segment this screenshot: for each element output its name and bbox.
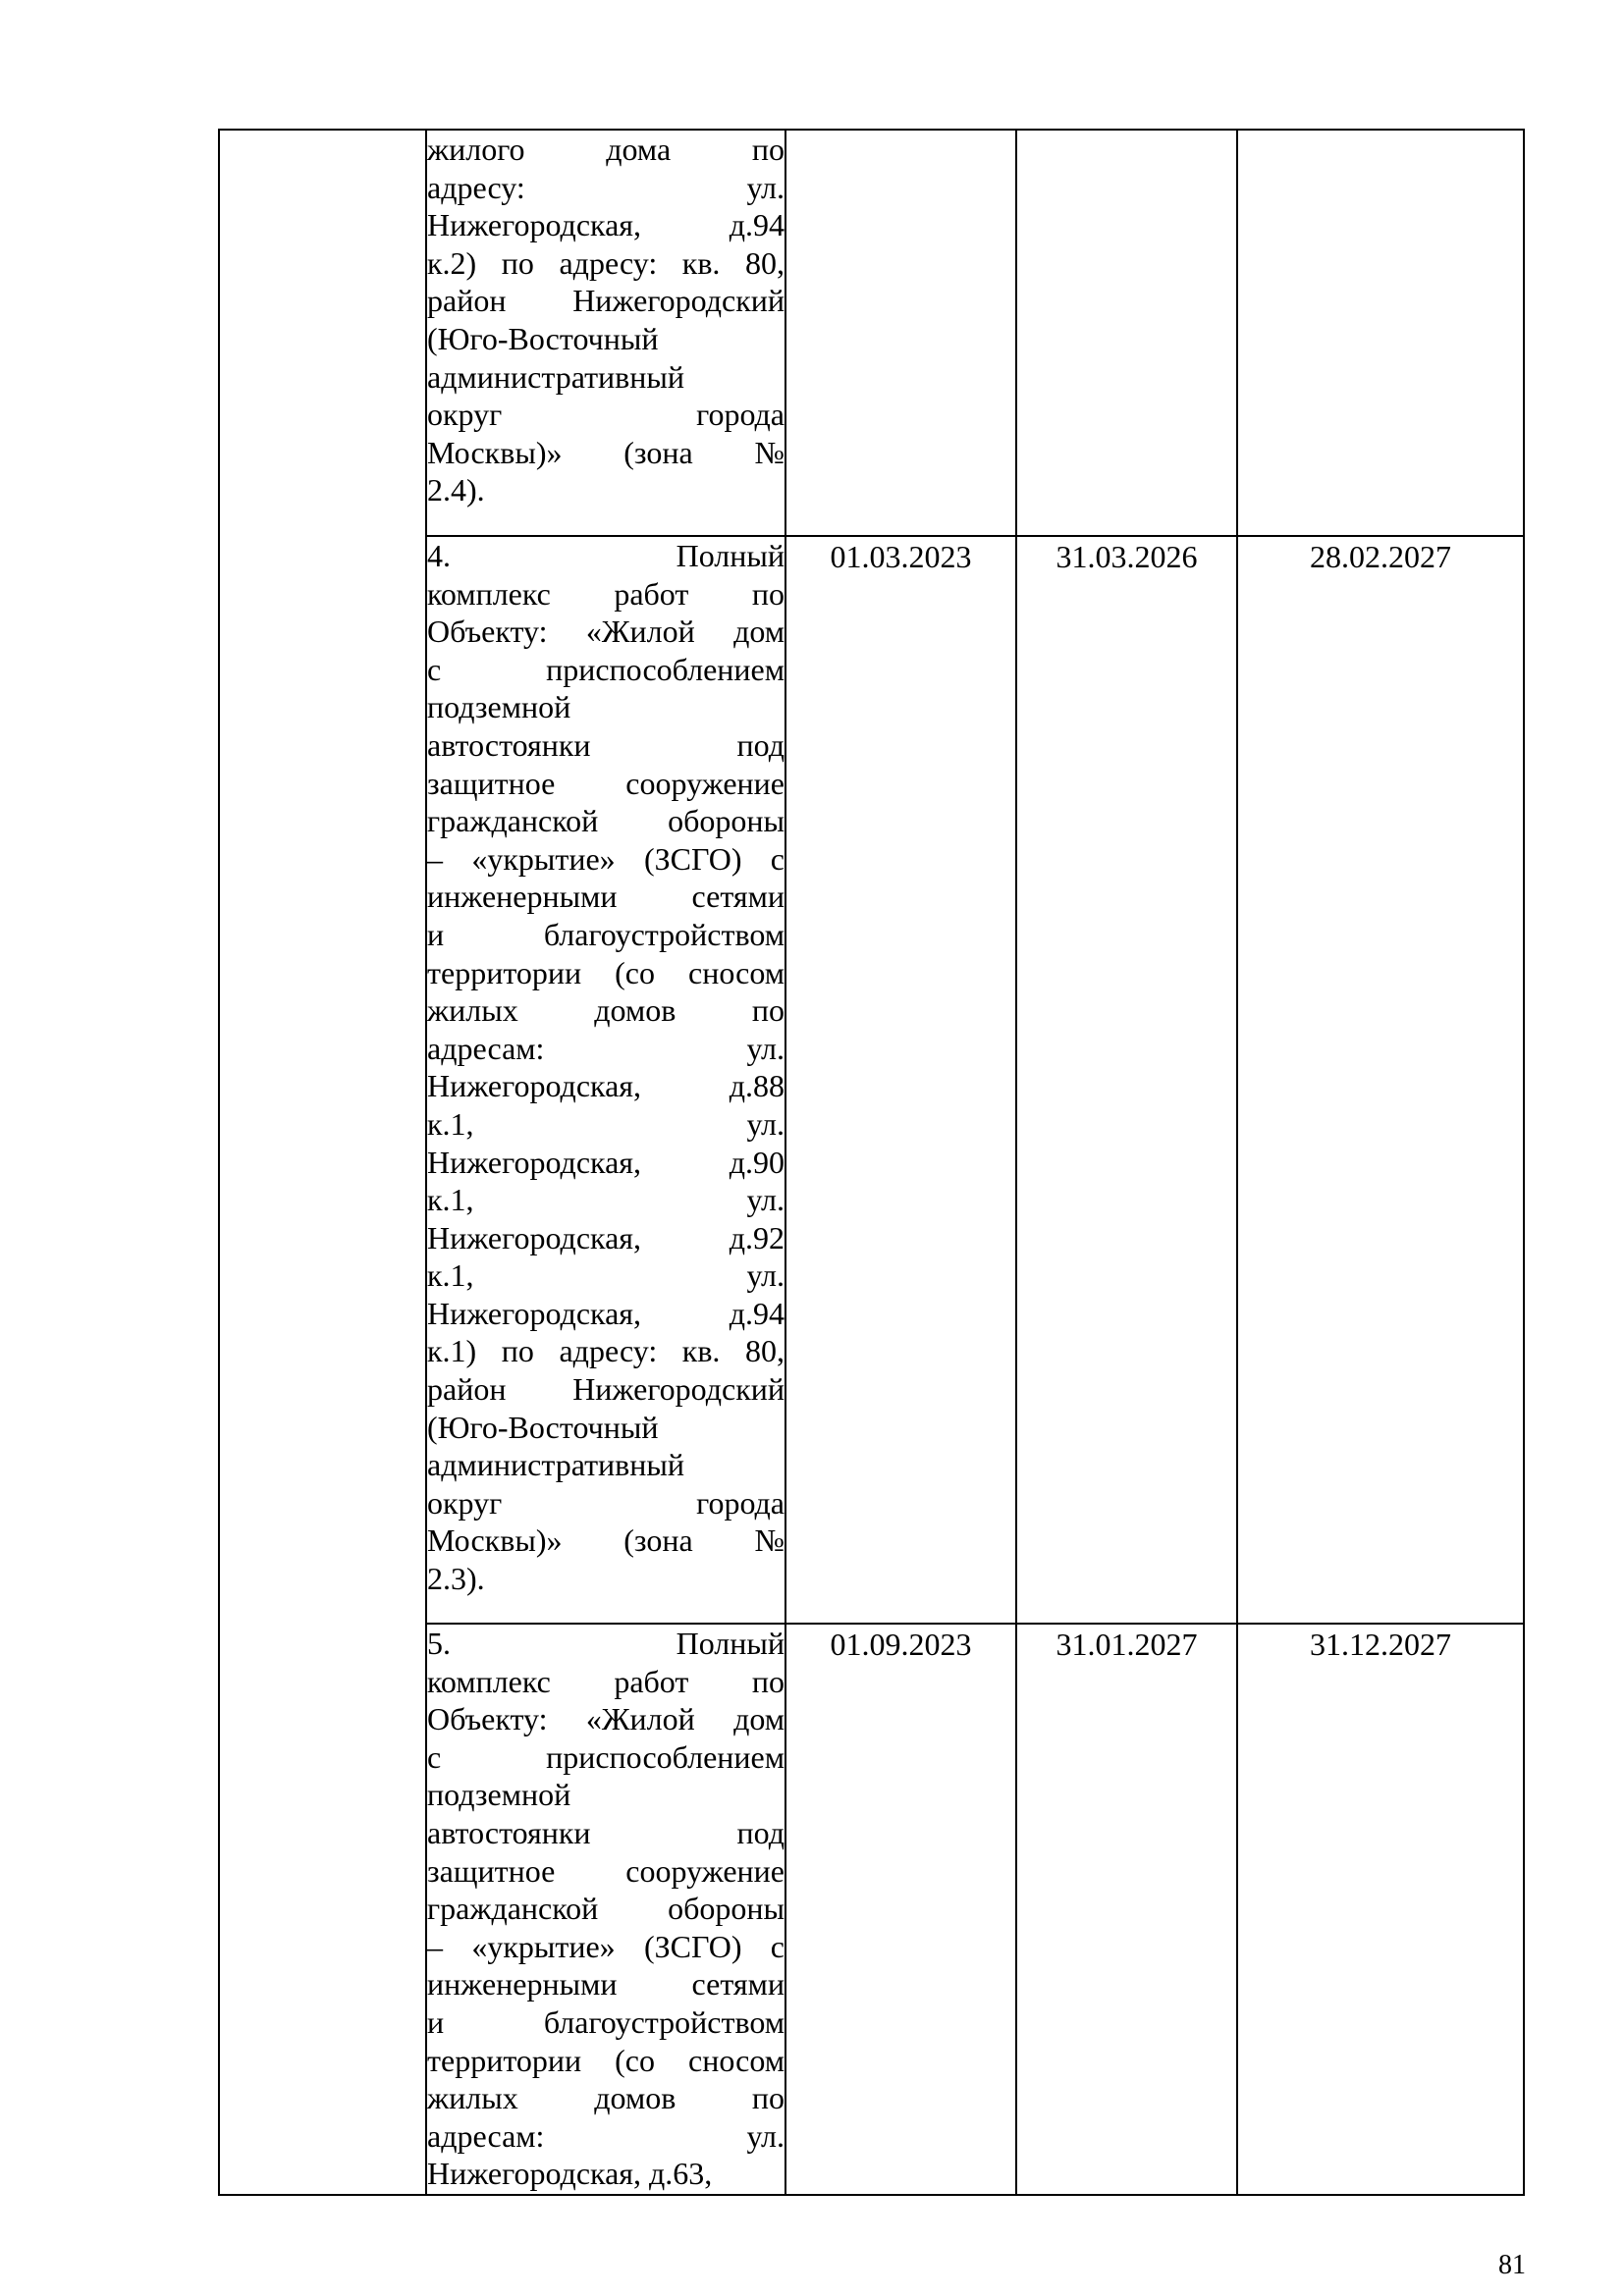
description-line: подземной bbox=[427, 689, 571, 725]
description-line: инженерными сетями bbox=[427, 879, 785, 915]
description-line: – «укрытие» (ЗСГО) с bbox=[427, 1928, 785, 1964]
description-line: к.1) по адресу: кв. 80, bbox=[427, 1333, 785, 1369]
description-line: комплекс работ по bbox=[427, 575, 785, 612]
description-line: с приспособлением bbox=[427, 651, 785, 687]
description-line: Объекту: «Жилой дом bbox=[427, 614, 785, 650]
description-line: подземной bbox=[427, 1777, 571, 1813]
description-line: жилых домов по bbox=[427, 992, 785, 1029]
description-line: административный bbox=[427, 358, 685, 395]
description-line: жилых домов по bbox=[427, 2080, 785, 2116]
description-cell bbox=[426, 536, 785, 1624]
description-line: гражданской обороны bbox=[427, 1891, 785, 1927]
description-line: адресам: ул. bbox=[427, 1030, 785, 1066]
description-line: (Юго-Восточный bbox=[427, 320, 659, 356]
description-line: Объекту: «Жилой дом bbox=[427, 1701, 785, 1737]
start-date-cell: 01.09.2023 bbox=[785, 1624, 1016, 2195]
description-line: к.1, ул. bbox=[427, 1257, 785, 1294]
description-line: автостоянки под bbox=[427, 1814, 785, 1850]
description-line: гражданской обороны bbox=[427, 803, 785, 839]
merged-first-column-cell bbox=[219, 130, 426, 2195]
description-line: Нижегородская, д.92 bbox=[427, 1219, 785, 1255]
description-line: адресам: ул. bbox=[427, 2117, 785, 2154]
description-line: Нижегородская, д.90 bbox=[427, 1144, 785, 1180]
description-cell bbox=[426, 1624, 785, 2195]
description-line: 2.4). bbox=[427, 472, 485, 508]
description-line: защитное сооружение bbox=[427, 765, 785, 801]
description-line: – «укрытие» (ЗСГО) с bbox=[427, 840, 785, 877]
description-line: к.2) по адресу: кв. 80, bbox=[427, 244, 785, 281]
page-number: 81 bbox=[1498, 2250, 1526, 2280]
end-date-cell: 31.01.2027 bbox=[1016, 1624, 1237, 2195]
description-line: административный bbox=[427, 1447, 685, 1483]
start-date-cell bbox=[785, 130, 1016, 536]
description-line: 4. Полный bbox=[427, 538, 785, 573]
schedule-table bbox=[218, 129, 1525, 2196]
description-line: район Нижегородский bbox=[427, 1371, 785, 1408]
description-line: 2.3). bbox=[427, 1561, 485, 1597]
description-line: Нижегородская, д.88 bbox=[427, 1068, 785, 1104]
final-date-cell: 28.02.2027 bbox=[1237, 536, 1524, 1624]
description-line: территории (со сносом bbox=[427, 2042, 785, 2078]
description-line: (Юго-Восточный bbox=[427, 1409, 659, 1445]
description-line: к.1, ул. bbox=[427, 1105, 785, 1142]
description-cell bbox=[426, 130, 785, 536]
description-line: адресу: ул. bbox=[427, 169, 785, 205]
description-line: с приспособлением bbox=[427, 1738, 785, 1775]
description-line: Москвы)» (зона № bbox=[427, 434, 785, 470]
final-date-cell bbox=[1237, 130, 1524, 536]
description-line: 5. Полный bbox=[427, 1626, 785, 1661]
description-line: инженерными сетями bbox=[427, 1966, 785, 2002]
description-line: район Нижегородский bbox=[427, 283, 785, 319]
description-line: Нижегородская, д.94 bbox=[427, 207, 785, 243]
table-row bbox=[219, 130, 1524, 536]
description-line: автостоянки под bbox=[427, 726, 785, 763]
description-line: жилого дома по bbox=[427, 132, 785, 167]
final-date-cell: 31.12.2027 bbox=[1237, 1624, 1524, 2195]
description-line: и благоустройством bbox=[427, 2003, 785, 2040]
description-line: округ города bbox=[427, 1484, 785, 1521]
description-line: к.1, ул. bbox=[427, 1182, 785, 1218]
start-date-cell: 01.03.2023 bbox=[785, 536, 1016, 1624]
description-line: комплекс работ по bbox=[427, 1663, 785, 1699]
description-line: Москвы)» (зона № bbox=[427, 1522, 785, 1559]
description-line: Нижегородская, д.63, bbox=[427, 2156, 713, 2192]
description-line: Нижегородская, д.94 bbox=[427, 1295, 785, 1331]
end-date-cell: 31.03.2026 bbox=[1016, 536, 1237, 1624]
description-line: округ города bbox=[427, 397, 785, 433]
description-line: и благоустройством bbox=[427, 916, 785, 952]
end-date-cell bbox=[1016, 130, 1237, 536]
description-line: территории (со сносом bbox=[427, 954, 785, 990]
description-line: защитное сооружение bbox=[427, 1852, 785, 1889]
